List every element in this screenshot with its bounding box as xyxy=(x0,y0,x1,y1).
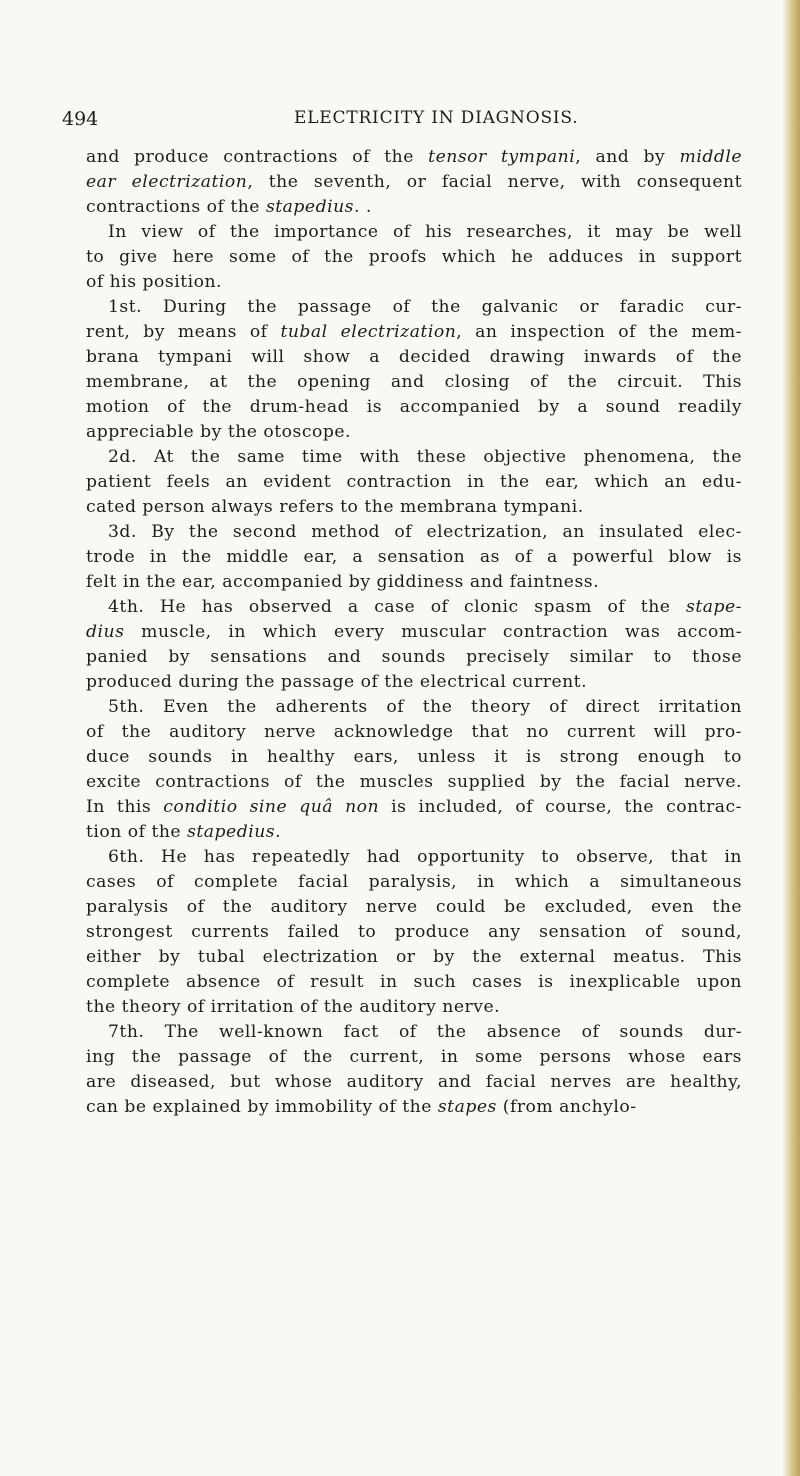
text-line: excite contractions of the muscles supplied by the facial nerve. xyxy=(86,772,742,792)
italic-term: middle xyxy=(679,147,743,167)
page-number: 494 xyxy=(62,108,99,130)
text-line: duce sounds in healthy ears, unless it is strong enough to xyxy=(86,747,742,767)
page-header xyxy=(62,108,742,138)
text-line: 1st. During the passage of the galvanic or faradic cur- xyxy=(108,297,742,317)
text-line: felt in the ear, accompanied by giddiness and faintness. xyxy=(86,572,600,592)
text-line: can be explained by immobility of the stapes (from anchylo- xyxy=(86,1097,637,1117)
italic-term: dius xyxy=(86,622,125,642)
italic-term: stapes xyxy=(437,1097,497,1117)
text-line: patient feels an evident contraction in the ear, which an edu- xyxy=(86,472,742,492)
italic-term: tensor tympani xyxy=(428,147,576,167)
text-line: cases of complete facial paralysis, in which a simultaneous xyxy=(86,872,742,892)
text-line: and produce contractions of the tensor tympani, and by middle xyxy=(86,147,743,167)
text-line: panied by sensations and sounds precisely similar to those xyxy=(86,647,742,667)
text-line: complete absence of result in such cases is inexplicable upon xyxy=(86,972,742,992)
text-line: produced during the passage of the electrical current. xyxy=(86,672,588,692)
text-line: membrane, at the opening and closing of the circuit. This xyxy=(86,372,742,392)
text-line: 7th. The well-known fact of the absence of sounds dur- xyxy=(108,1022,742,1042)
text-line: 6th. He has repeatedly had opportunity to observe, that in xyxy=(108,847,742,867)
text-line: trode in the middle ear, a sensation as of a powerful blow is xyxy=(86,547,742,567)
italic-term: ear electrization xyxy=(86,172,248,192)
text-line: rent, by means of tubal electrization, an inspection of the mem- xyxy=(86,322,742,342)
italic-term: tubal electrization xyxy=(280,322,457,342)
text-line: 3d. By the second method of electrization, an insulated elec- xyxy=(108,522,742,542)
text-line: strongest currents failed to produce any sensation of sound, xyxy=(86,922,742,942)
text-line: paralysis of the auditory nerve could be excluded, even the xyxy=(86,897,742,917)
text-line: 5th. Even the adherents of the theory of direct irritation xyxy=(108,697,742,717)
text-line: ear electrization, the seventh, or facial nerve, with consequent xyxy=(86,172,742,192)
text-line: the theory of irritation of the auditory nerve. xyxy=(86,997,501,1017)
text-line: are diseased, but whose auditory and facial nerves are healthy, xyxy=(86,1072,742,1092)
text-line: ing the passage of the current, in some persons whose ears xyxy=(86,1047,742,1067)
text-line: appreciable by the otoscope. xyxy=(86,422,351,442)
text-line: of his position. xyxy=(86,272,222,292)
text-line: dius muscle, in which every muscular contraction was accom- xyxy=(86,622,742,642)
italic-term: stape- xyxy=(686,597,742,617)
italic-term: stapedius xyxy=(265,197,354,217)
text-line: motion of the drum-head is accompanied by a sound readily xyxy=(86,397,742,417)
italic-term: stapedius xyxy=(187,822,276,842)
text-line: brana tympani will show a decided drawing inwards of the xyxy=(86,347,742,367)
text-line: 2d. At the same time with these objective phenomena, the xyxy=(108,447,742,467)
text-line: In this conditio sine quâ non is included, of course, the contrac- xyxy=(86,797,742,817)
italic-term: conditio sine quâ non xyxy=(163,797,380,817)
running-head: ELECTRICITY IN DIAGNOSIS. xyxy=(294,108,579,128)
text-line: to give here some of the proofs which he adduces in support xyxy=(86,247,742,267)
page-edge-shadow xyxy=(782,0,800,1476)
text-line: contractions of the stapedius. . xyxy=(86,197,372,217)
text-line: either by tubal electrization or by the external meatus. This xyxy=(86,947,742,967)
body-text xyxy=(86,145,742,1120)
text-line: 4th. He has observed a case of clonic spasm of the stape- xyxy=(108,597,742,617)
text-line: tion of the stapedius. xyxy=(86,822,282,842)
text-line: of the auditory nerve acknowledge that no current will pro- xyxy=(86,722,742,742)
text-line: In view of the importance of his researches, it may be well xyxy=(108,222,742,242)
text-line: cated person always refers to the membrana tympani. xyxy=(86,497,584,517)
